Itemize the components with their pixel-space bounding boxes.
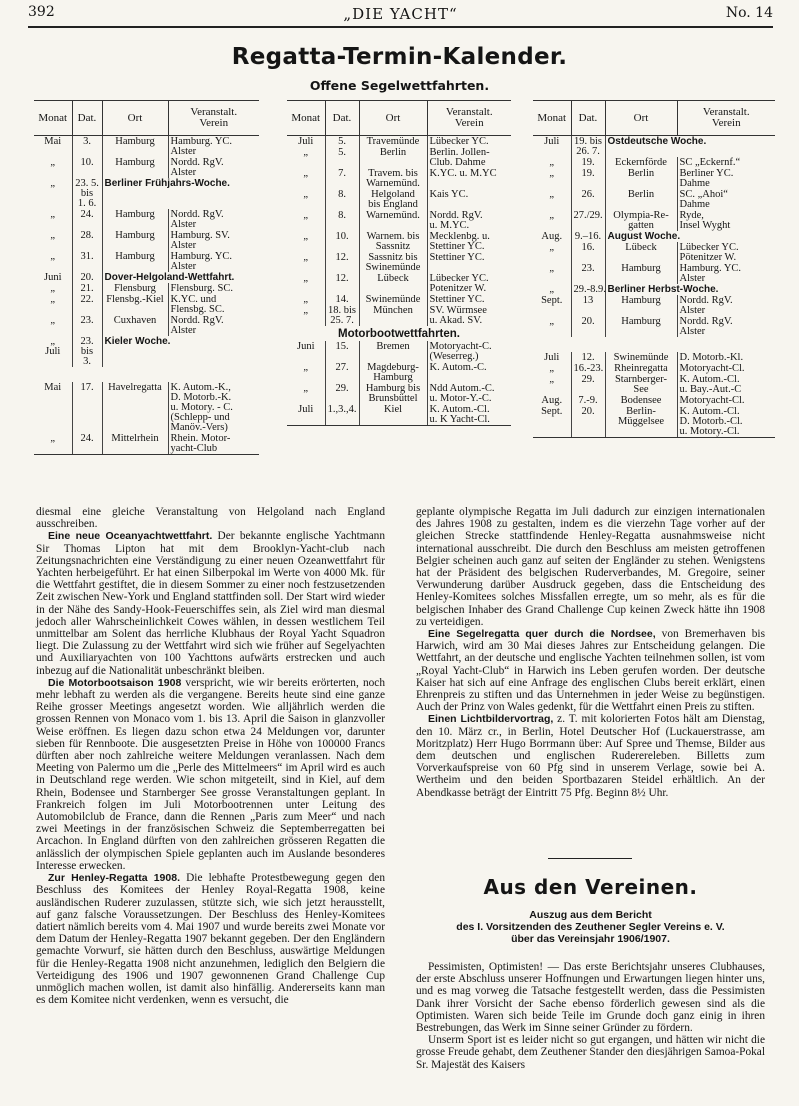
table-row [34, 272, 259, 283]
column-header-monat: Monat [34, 101, 72, 136]
table-row [287, 252, 511, 273]
column-header-ort: Ort [359, 101, 427, 136]
table-row [287, 147, 511, 168]
cell-date: 15. [325, 341, 359, 362]
cell-month: Mai [44, 382, 62, 393]
cell-month: „ [549, 363, 555, 374]
cell-club: Nordd. RgV. u. M.YC. [427, 210, 511, 231]
table-row [533, 316, 775, 337]
cell-date: 18. bis 25. 7. [325, 305, 359, 326]
cell-month: „ [303, 147, 309, 158]
table-row [287, 273, 511, 294]
cell-month: „ [303, 210, 309, 221]
cell-club: Hamburg. YC. Alster [168, 136, 259, 158]
cell-month: Mai [44, 136, 62, 147]
cell-place: Mittelrhein [102, 433, 168, 455]
cell-month: Juli [544, 136, 560, 147]
event-name: Kieler Woche. [104, 336, 171, 347]
table-row [34, 178, 259, 209]
table-row [533, 231, 775, 242]
cell-place: Olympia-Re- gatten [605, 210, 677, 231]
article-column-left [36, 506, 385, 1006]
cell-place: München [359, 305, 427, 326]
cell-club: Lübecker YC. Potenitzer W. [427, 273, 511, 294]
cell-month: „ [549, 168, 555, 179]
cell-month: „ [50, 209, 56, 220]
table-group-heading [287, 326, 511, 341]
cell-club: Motoryacht-C. (Weserreg.) [427, 341, 511, 362]
cell-month: „ [303, 294, 309, 305]
cell-month: Juli [544, 352, 560, 363]
cell-club: Ryde, Insel Wyght [677, 210, 775, 231]
table-row [287, 383, 511, 404]
event-name: Dover-Helgoland-Wettfahrt. [104, 272, 235, 283]
cell-date: 19. bis 26. 7. [571, 136, 605, 158]
cell-club: K. Autom.-K., D. Motorb.-K. u. Motory. - C. (Schlepp- und Manöv.-Vers) [168, 382, 259, 433]
cell-place: Warnem. bis Sassnitz [359, 231, 427, 252]
cell-club: Nordd. RgV. Alster [168, 157, 259, 178]
column-header-monat: Monat [533, 101, 571, 136]
paragraph: Pessimisten, Optimisten! — Das erste Berichtsjahr unseres Clubhauses, der erste Abschluss unserer Hoffnungen und Erwartungen liegen hinter uns, und es mag vorweg die Tatsache festgestellt werden, dass die Pessimisten Dank ihrer Vorsicht der Sache ebenso förderlich gewesen sind als die Optimisten. Waren sich beide Teile im Grunde doch ganz einig in ihren Bestrebungen, das Werk im Sinne seiner Gründer zu fördern. [416, 961, 765, 1035]
cell-place: Lübeck [359, 273, 427, 294]
column-header-verein: Veranstalt. Verein [427, 101, 511, 136]
cell-club: Stettiner YC. [427, 252, 511, 273]
cell-club: SC. „Ahoi“ Dahme [677, 189, 775, 210]
cell-month: „ [303, 362, 309, 373]
cell-place: Berlin- Müggelsee [605, 406, 677, 438]
cell-month: „ [549, 374, 555, 385]
page-title: Regatta-Termin-Kalender. [231, 44, 568, 70]
table-row [533, 363, 775, 374]
cell-place: Magdeburg- Hamburg [359, 362, 427, 383]
cell-club: Berlin. Jollen- Club. Dahme [427, 147, 511, 168]
paragraph-keyword: Einen Lichtbildervortrag, [428, 713, 554, 726]
table-row [533, 157, 775, 168]
column-header-dat: Dat. [72, 101, 102, 136]
column-header-verein: Veranstalt. Verein [168, 101, 259, 136]
table-row [533, 210, 775, 231]
cell-month: „ [50, 157, 56, 168]
event-name: Ostdeutsche Woche. [607, 136, 707, 147]
cell-month: Juni [296, 341, 315, 352]
table-row [34, 251, 259, 272]
table-row [34, 336, 259, 367]
cell-date: 3. [72, 136, 102, 158]
cell-date: 23. [571, 263, 605, 284]
cell-place: Hamburg [102, 251, 168, 272]
cell-club: K. Autom.-C. [427, 362, 511, 383]
event-name: August Woche. [607, 231, 681, 242]
cell-club: Hamburg. YC. Alster [168, 251, 259, 272]
cell-place: Starnberger- See [605, 374, 677, 395]
table-row [287, 404, 511, 426]
cell-date: 12. [325, 252, 359, 273]
table-row [533, 352, 775, 363]
paragraph: Die Motorbootsaison 1908 verspricht, wie wir bereits erörterten, noch mehr lebhaft zu werden als die vergangene. Bereits heute sind eine ganze Reihe grosser Meetings angesetzt worden. Wie alljährlich werden die grossen Rennen von Monaco vom 1. bis 13. April die Saison in glanzvoller Weise eröffnen. Es liegen dazu schon etwa 24 Meldungen vor, darunter sieben für Rennboote. Die ausgesetzten Preise in Höhe von 100000 Francs dürften aber noch zahlreiche weitere Meldungen veranlassen. Nach dem Meeting von Palermo um die „Perle des Mittelmeers“ im April wird es auch in Deutschland rege werden. Wie schon mitgeteilt, sind in Kiel, auf dem Rhein, Bodensee und Starnberger See grosse Veranstaltungen geplant. In Frankreich folgen im Juli Motorbootrennen unter Leitung des Automobilclub de France, dann die Rennen „Paris zum Meer“ und nach zwei Meetings in der französischen Schweiz die Septemberregatten bei Arcachon. In England dürften von den zahlreichen grösseren Regatten die anlässlich der olympischen Spiele geplanten auch im Auslande besonderes Interesse erwecken. [36, 676, 385, 872]
cell-month: „ [50, 230, 56, 241]
cell-club: Kais YC. [427, 189, 511, 210]
cell-date: 29.-8.9. [571, 284, 605, 295]
column-header-ort: Ort [102, 101, 168, 136]
table-row [34, 283, 259, 294]
cell-place: Warnemünd. [359, 210, 427, 231]
cell-month: „ [50, 178, 56, 189]
cell-place: Flensburg [102, 283, 168, 294]
cell-month: „ [303, 383, 309, 394]
cell-month: „ [549, 189, 555, 200]
cell-month: Juli [298, 136, 314, 147]
cell-month: „ [549, 242, 555, 253]
table-row [533, 374, 775, 395]
cell-place: Flensbg.-Kiel [102, 294, 168, 315]
group-title [533, 337, 775, 352]
cell-club: Nordd. RgV. Alster [168, 209, 259, 230]
table-row [287, 189, 511, 210]
cell-club: Stettiner YC. [427, 294, 511, 305]
cell-month: Sept. [533, 406, 571, 438]
cell-month: „ [50, 315, 56, 326]
paragraph: Einen Lichtbildervortrag, z. T. mit kolorierten Fotos hält am Dienstag, den 10. März cr., in Berlin, Hotel Deutscher Hof (Luckauerstrasse, am Moritzplatz) Herr Hugo Borrmann über: Auf Spree und Themse, Bilder aus dem deutschen und englischen Ruderereleben. Billetts zum Vorverkaufspreise von 60 Pfg sind in unserem Verlage, sowie bei A. Wertheim und den beiden Sportbazaren Steidel erhältlich. An der Abendkasse beträgt der Eintritt 75 Pfg. Beginn 8½ Uhr. [416, 713, 765, 799]
cell-date: 27./29. [571, 210, 605, 231]
cell-month: „ [303, 305, 309, 316]
cell-place: Berlin [605, 168, 677, 189]
cell-month: „ [50, 294, 56, 305]
cell-place: Hamburg [102, 157, 168, 178]
cell-date: 23. 5. bis 1. 6. [72, 178, 102, 209]
cell-event [102, 178, 259, 209]
cell-place: Hamburg [605, 295, 677, 316]
calendar-table-2 [287, 100, 511, 426]
paragraph: Eine neue Oceanyachtwettfahrt. Der bekannte englische Yachtmann Sir Thomas Lipton hat mit dem Brooklyn-Yacht-club nach Zeitungsnachrichten eine Verständigung zu einer neuen Ozeanwettfahrt für Yachten herbeigeführt. Er hat einen Silberpokal im Werte von 4000 Mk. für die Wettfahrt gestiftet, die in diesem Sommer zu einer noch festzusetzenden Zeit zwischen New-York und England stattfinden soll. Der Start wird wieder in der Nähe des Sandy-Hook-Feuerschiffes sein, als Ziel wird man diesmal jedoch aller Wahrscheinlichkeit Cowes wählen, in dessen westlichem Teil unmittelbar am Solent das herrliche Klubhaus der Royal Yacht Squadron liegt. Die Zulassung zu der Wettfahrt wird sich wie früher auf Segelyachten und Auxiliaryachten von 100 Yachttons aufwärts erstrecken und auch inbezug auf die Nationalität unbeschränkt bleiben. [36, 530, 385, 677]
cell-date: 24. [72, 433, 102, 455]
cell-club: Flensburg. SC. [168, 283, 259, 294]
group-title [34, 367, 259, 382]
cell-month: „ [303, 189, 309, 200]
table-row [533, 136, 775, 158]
table-row [34, 136, 259, 158]
column-header-dat: Dat. [571, 101, 605, 136]
paragraph: Eine Segelregatta quer durch die Nordsee, von Bremerhaven bis Harwich, wird am 30 Mai dieses Jahres zur Entscheidung gelangen. Die Wettfahrt, an der deutsche und englische Yachten teilnehmen sollen, ist vom „Royal Yacht-Club“ in Harwich ins Leben gerufen worden. Der deutsche Kaiser hat sich auf eine Anfrage des englischen Clubs bereit erklärt, einen Ehrenpreis zu stiften und das Unternehmen in jeder Weise zu begünstigen. Auch der Prinz von Wales gedenkt, für die Wettfahrt einen Preis zu stiften. [416, 628, 765, 714]
column-header-verein: Veranstalt. Verein [677, 101, 775, 136]
calendar-table-3 [533, 100, 775, 438]
cell-club: Lübecker YC. Pötenitzer W. [677, 242, 775, 263]
cell-place: Berlin [359, 147, 427, 168]
table-row [34, 315, 259, 336]
table-row [533, 295, 775, 316]
cell-club: Rhein. Motor- yacht-Club [168, 433, 259, 455]
cell-club: Hamburg. SV. Alster [168, 230, 259, 251]
cell-date: 28. [72, 230, 102, 251]
cell-date: 12. [325, 273, 359, 294]
cell-place: Bodensee [605, 395, 677, 406]
paragraph: Zur Henley-Regatta 1908. Die lebhafte Protestbewegung gegen den Beschluss des Komitees der Henley Royal-Regatta 1908, keine ausländischen Ruderer zuzulassen, stützte sich, wie sich jetzt herausstellt, auf ganz falsche Voraussetzungen. Der Beschluss des Henley-Komitees datiert nämlich bereits vom 4. Mai 1907 und wurde bereits zwei Monate vor dem Datum der Henley-Regatta 1907 bekannt gegeben. Der den Engländern gemachte Vorwurf, sie hätten durch den Beschluss, auswärtige Meldungen für die Henley-Regatta 1908 nicht anzunehmen, lediglich den Belgiern die Verteidigung des 1906 und 1907 gewonnenen Grand Challenge Cup unmöglich machen wollen, ist damit also hinfällig. Andererseits kann man es dem Komitee nicht verdenken, wenn es versucht, die [36, 872, 386, 1007]
table-header-row [287, 101, 511, 136]
cell-date: 5. [325, 136, 359, 148]
cell-event [605, 231, 775, 242]
cell-place: Hamburg [102, 209, 168, 230]
cell-club: Lübecker YC. [427, 136, 511, 148]
cell-club: Motoryacht-Cl. [677, 395, 775, 406]
section-subtitle: Offene Segelwettfahrten. [309, 78, 490, 93]
table-row [533, 406, 775, 438]
cell-month: „ [303, 252, 309, 263]
cell-date: 19. [571, 168, 605, 189]
table-row [34, 209, 259, 230]
paragraph: geplante olympische Regatta im Juli dadurch zur einzigen internationalen des Jahres 1908 zu gestalten, indem es die vierzehn Tage vorher auf der gleichen Strecke stattfindende Henley-Regatta ausnahmsweise nicht international ausschreibt. Die durch den Beschluss am meisten getroffenen Belgier scheinen auch ganz auf seiten der Engländer zu stehen. Wenigstens hat der Präsident des belgischen Ruderverbandes, M. Gregoire, seiner Verwunderung darüber Ausdruck gegeben, dass die Entscheidung des Henley-Komitees solches Missfallen erregte, um so mehr, als es für die belgischen Inhaber des Grand Challenge Cup keinen Zweck hätte ihn 1908 zu verteidigen. [416, 506, 765, 628]
section-divider [548, 858, 632, 859]
cell-place: Travemünde [359, 136, 427, 148]
table-row [34, 433, 259, 455]
cell-date: 17. [72, 382, 102, 433]
cell-date: 20. [72, 272, 102, 283]
cell-month: „ [50, 283, 56, 294]
cell-month: „ [50, 251, 56, 262]
table-row [533, 263, 775, 284]
paragraph: diesmal eine gleiche Veranstaltung von Helgoland nach England ausschreiben. [36, 506, 385, 531]
table-header-row [34, 101, 259, 136]
cell-date: 16.-23. [571, 363, 605, 374]
issue-number: No. 14 [725, 5, 773, 21]
cell-date: 27. [325, 362, 359, 383]
table-group-heading [533, 337, 775, 352]
cell-place: Travem. bis Warnemünd. [359, 168, 427, 189]
cell-date: 8. [325, 210, 359, 231]
cell-month: „ [303, 231, 309, 242]
cell-club: K. Autom.-Cl. u. Bay.-Aut.-C [677, 374, 775, 395]
cell-date: 16. [571, 242, 605, 263]
cell-month: Juli [287, 404, 325, 426]
cell-date: 5. [325, 147, 359, 168]
table-row [533, 168, 775, 189]
table-row [34, 294, 259, 315]
calendar-table-1 [34, 100, 259, 455]
page-header [28, 2, 773, 28]
cell-club: K. Autom.-Cl. D. Motorb.-Cl. u. Motory.-Cl. [677, 406, 775, 438]
cell-month: „ [549, 157, 555, 168]
cell-place: Lübeck [605, 242, 677, 263]
cell-event [605, 136, 775, 158]
cell-date: 29. [571, 374, 605, 395]
page-number: 392 [28, 4, 55, 20]
cell-month: „ [549, 210, 555, 221]
cell-event [102, 336, 259, 367]
cell-club: K.YC. und Flensbg. SC. [168, 294, 259, 315]
paragraph-keyword: Die Motorbootsaison 1908 [48, 676, 182, 689]
cell-date: 19. [571, 157, 605, 168]
group-title: Motorbootwettfahrten. [337, 328, 460, 340]
cell-date: 23. [72, 315, 102, 336]
table-row [533, 284, 775, 295]
cell-event [605, 284, 775, 295]
cell-date: 23. bis 3. [72, 336, 102, 367]
cell-place: Helgoland bis England [359, 189, 427, 210]
table-row [287, 136, 511, 148]
paragraph: Unserm Sport ist es leider nicht so gut ergangen, und hätten wir nicht die grosse Freude gehabt, dem Zeuthener Stander den diesjährigen Samoa-Pokal Sr. Majestät des Kaisers [416, 1034, 765, 1071]
table-header-row [533, 101, 775, 136]
cell-club: Hamburg. YC. Alster [677, 263, 775, 284]
cell-place: Havelregatta [102, 382, 168, 433]
table-row [287, 294, 511, 305]
paragraph-keyword: Zur Henley-Regatta 1908. [48, 872, 180, 885]
cell-place: Swinemünde [359, 294, 427, 305]
cell-club: SV. Würmsee u. Akad. SV. [427, 305, 511, 326]
journal-title: „DIE YACHT“ [343, 5, 458, 23]
cell-date: 21. [72, 283, 102, 294]
cell-date: 26. [571, 189, 605, 210]
cell-month: Juni [43, 272, 62, 283]
cell-place: Hamburg [102, 136, 168, 158]
table-row [287, 168, 511, 189]
report-heading: Auszug aus dem Bericht des I. Vorsitzenden des Zeuthener Segler Vereins e. V. über das Vereinsjahr 1906/1907. [456, 909, 725, 945]
column-header-dat: Dat. [325, 101, 359, 136]
cell-place: Rheinregatta [605, 363, 677, 374]
cell-club: SC „Eckernf.“ [677, 157, 775, 168]
cell-month: Aug. [541, 395, 563, 406]
cell-month: „ [549, 284, 555, 295]
cell-place: Eckernförde [605, 157, 677, 168]
cell-month: „ [303, 168, 309, 179]
cell-date: 7. [325, 168, 359, 189]
article-column-right [416, 506, 765, 799]
table-row [287, 362, 511, 383]
table-group-heading [34, 367, 259, 382]
cell-place: Kiel [359, 404, 427, 426]
cell-date: 24. [72, 209, 102, 230]
event-name: Berliner Frühjahrs-Woche. [104, 178, 230, 189]
cell-club: Ndd Autom.-C. u. Motor-Y.-C. [427, 383, 511, 404]
cell-date: 12. [571, 352, 605, 363]
cell-place: Hamburg bis Brunsbüttel [359, 383, 427, 404]
cell-place: Bremen [359, 341, 427, 362]
cell-month: „ Juli [45, 336, 61, 357]
cell-date: 10. [325, 231, 359, 252]
cell-club: Motoryacht-Cl. [677, 363, 775, 374]
cell-club: Nordd. RgV. Alster [677, 295, 775, 316]
table-row [533, 242, 775, 263]
cell-club: Mecklenbg. u. Stettiner YC. [427, 231, 511, 252]
cell-club: Nordd. RgV. Alster [168, 315, 259, 336]
cell-club: K. Autom.-Cl. u. K Yacht-Cl. [427, 404, 511, 426]
column-header-monat: Monat [287, 101, 325, 136]
cell-place: Hamburg [605, 263, 677, 284]
cell-month: „ [549, 316, 555, 327]
cell-club: Berliner YC. Dahme [677, 168, 775, 189]
cell-month: „ [303, 273, 309, 284]
cell-place: Hamburg [102, 230, 168, 251]
column-header-ort: Ort [605, 101, 677, 136]
cell-month: „ [34, 433, 72, 455]
table-row [34, 157, 259, 178]
cell-month: Sept. [541, 295, 563, 306]
cell-date: 1.,3.,4. [325, 404, 359, 426]
cell-date: 22. [72, 294, 102, 315]
report-text [416, 961, 765, 1071]
cell-date: 9.–16. [571, 231, 605, 242]
cell-date: 10. [72, 157, 102, 178]
cell-date: 20. [571, 406, 605, 438]
cell-date: 14. [325, 294, 359, 305]
paragraph-keyword: Eine neue Oceanyachtwettfahrt. [48, 530, 213, 543]
cell-date: 31. [72, 251, 102, 272]
table-row [34, 382, 259, 433]
table-row [287, 210, 511, 231]
cell-place: Hamburg [605, 316, 677, 337]
cell-date: 13 [571, 295, 605, 316]
cell-place: Berlin [605, 189, 677, 210]
cell-club: D. Motorb.-Kl. [677, 352, 775, 363]
cell-club: K.YC. u. M.YC [427, 168, 511, 189]
cell-date: 7.-9. [571, 395, 605, 406]
cell-club: Nordd. RgV. Alster [677, 316, 775, 337]
cell-date: 20. [571, 316, 605, 337]
cell-place: Swinemünde [605, 352, 677, 363]
table-row [287, 341, 511, 362]
paragraph-keyword: Eine Segelregatta quer durch die Nordsee, [428, 628, 656, 641]
cell-month: „ [549, 263, 555, 274]
section-heading-vereine: Aus den Vereinen. [483, 875, 698, 899]
cell-place: Cuxhaven [102, 315, 168, 336]
table-row [34, 230, 259, 251]
cell-month: Aug. [541, 231, 563, 242]
cell-date: 29. [325, 383, 359, 404]
cell-date: 8. [325, 189, 359, 210]
table-row [533, 395, 775, 406]
cell-event [102, 272, 259, 283]
header-rule [28, 26, 773, 28]
table-row [533, 189, 775, 210]
event-name: Berliner Herbst-Woche. [607, 284, 719, 295]
table-row [287, 231, 511, 252]
cell-place: Sassnitz bis Swinemünde [359, 252, 427, 273]
table-row [287, 305, 511, 326]
